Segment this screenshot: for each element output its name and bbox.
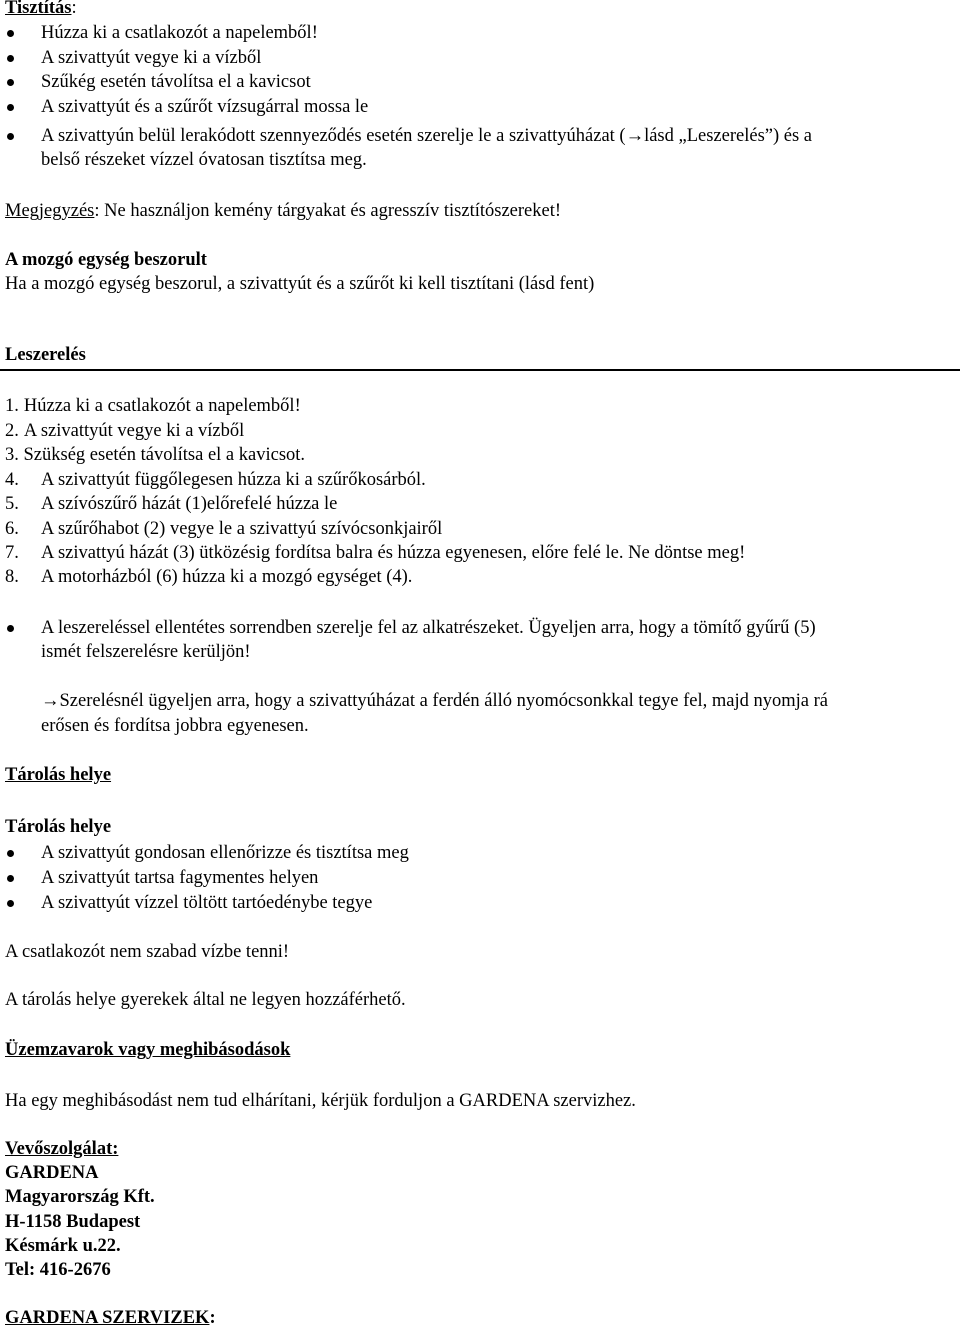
service-company: GARDENA <box>5 1163 99 1183</box>
cleaning-heading: Tisztítás: <box>5 0 77 18</box>
bullet-icon <box>7 875 14 882</box>
faults-text: Ha egy meghibásodást nem tud elhárítani, kérjük forduljon a GARDENA szervizhez. <box>5 1091 636 1111</box>
services-heading: GARDENA SZERVIZEK: <box>5 1308 216 1328</box>
bullet-icon <box>7 133 14 140</box>
list-item: 1. Húzza ki a csatlakozót a napelemből! <box>5 396 301 416</box>
faults-heading: Üzemzavarok vagy meghibásodások <box>5 1040 291 1060</box>
note: Megjegyzés: Ne használjon kemény tárgyakat és agresszív tisztítószereket! <box>5 201 562 221</box>
service-street: Késmárk u.22. <box>5 1236 121 1256</box>
bullet-icon <box>7 104 14 111</box>
list-item-continuation: belső részeket vízzel óvatosan tisztítsa meg. <box>41 150 367 170</box>
service-city: H-1158 Budapest <box>5 1212 141 1232</box>
list-item-continuation: ismét felszerelésre kerüljön! <box>41 642 251 662</box>
bullet-icon <box>7 625 14 632</box>
storage-heading: Tárolás helye <box>5 817 112 837</box>
bullet-icon <box>7 55 14 62</box>
list-item: 6. A szűrőhabot (2) vegye le a szivattyú szívócsonkjairől <box>5 519 443 539</box>
arrow-note-continuation: erősen és fordítsa jobbra egyenesen. <box>41 716 309 736</box>
list-item: 4. A szivattyút függőlegesen húzza ki a szűrőkosárból. <box>5 470 426 490</box>
bullet-icon <box>7 79 14 86</box>
storage-warning: A tárolás helye gyerekek által ne legyen hozzáférhető. <box>5 990 406 1010</box>
list-item: 5. A szívószűrő házát (1)előrefelé húzza le <box>5 494 338 514</box>
section-divider <box>0 369 960 371</box>
list-item: 3. Szükség esetén távolítsa el a kavicsot. <box>5 445 306 465</box>
service-company-suffix: Magyarország Kft. <box>5 1187 155 1207</box>
storage-warning: A csatlakozót nem szabad vízbe tenni! <box>5 942 290 962</box>
list-item: 7. A szivattyú házát (3) ütközésig fordítsa balra és húzza egyenesen, előre felé le. Ne döntse meg! <box>5 543 746 563</box>
bullet-icon <box>7 900 14 907</box>
bullet-icon <box>7 850 14 857</box>
service-phone: Tel: 416-2676 <box>5 1260 111 1280</box>
stuck-text: Ha a mozgó egység beszorul, a szivattyút és a szűrőt ki kell tisztítani (lásd fent) <box>5 274 595 294</box>
disassembly-heading: Leszerelés <box>5 345 86 365</box>
storage-heading-underlined: Tárolás helye <box>5 765 112 785</box>
list-item: 8. A motorházból (6) húzza ki a mozgó egységet (4). <box>5 567 413 587</box>
list-item: 2. A szivattyút vegye ki a vízből <box>5 421 245 441</box>
service-heading: Vevőszolgálat: <box>5 1139 119 1159</box>
arrow-note: →Szerelésnél ügyeljen arra, hogy a szivattyúházat a ferdén álló nyomócsonkkal tegye fel, majd nyomja rá <box>41 691 828 711</box>
stuck-heading: A mozgó egység beszorult <box>5 250 207 270</box>
bullet-icon <box>7 30 14 37</box>
